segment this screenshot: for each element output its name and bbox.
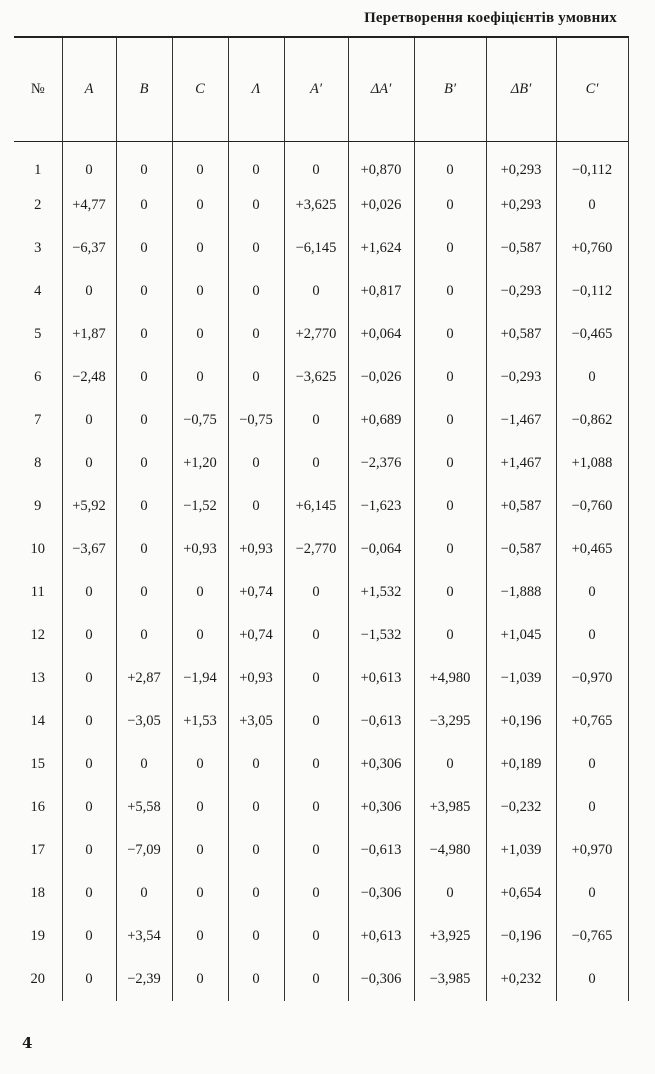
table-cell: +0,689 [348, 399, 414, 442]
table-cell: 0 [284, 270, 348, 313]
table-body [14, 141, 628, 1001]
table-cell: −0,613 [348, 700, 414, 743]
row-number-cell: 10 [30, 541, 45, 557]
table-cell: 0 [62, 786, 116, 829]
table-cell: 0 [172, 786, 228, 829]
table-cell: 0 [414, 528, 486, 571]
table-cell: 0 [172, 614, 228, 657]
table-cell: +3,54 [116, 915, 172, 958]
row-number-cell: 1 [34, 162, 42, 179]
table-cell: 0 [284, 872, 348, 915]
table-cell: +0,654 [486, 872, 556, 915]
row-number-cell: 15 [30, 756, 45, 772]
table-cell: +1,532 [348, 571, 414, 614]
table-cell: +1,20 [172, 442, 228, 485]
table-cell: +0,613 [348, 915, 414, 958]
table-cell: 0 [172, 184, 228, 227]
table-cell: −0,112 [556, 141, 628, 184]
table-cell: 0 [228, 356, 284, 399]
table-cell: 0 [62, 958, 116, 1001]
table-cell: 0 [172, 829, 228, 872]
column-header: № [30, 80, 45, 97]
table-cell: 0 [556, 356, 628, 399]
row-number-cell: 6 [34, 369, 42, 385]
table-cell: +3,925 [414, 915, 486, 958]
table-cell: 0 [284, 442, 348, 485]
table-row [14, 313, 628, 356]
table-cell: −1,888 [486, 571, 556, 614]
table-cell: 0 [228, 141, 284, 184]
table-cell: +1,039 [486, 829, 556, 872]
row-number-cell: 17 [30, 842, 45, 858]
table-row [14, 184, 628, 227]
table-cell: 0 [116, 227, 172, 270]
table-cell: 0 [556, 958, 628, 1001]
table-cell: 0 [62, 571, 116, 614]
table-cell: +0,613 [348, 657, 414, 700]
table-cell: 0 [116, 356, 172, 399]
row-number-cell: 8 [34, 455, 42, 471]
table-cell: +0,817 [348, 270, 414, 313]
column-header: A′ [284, 37, 348, 141]
table-cell: +0,306 [348, 743, 414, 786]
table-cell: 0 [414, 270, 486, 313]
table-cell: −0,026 [348, 356, 414, 399]
table-cell: +0,232 [486, 958, 556, 1001]
table-cell: 0 [414, 485, 486, 528]
table-cell: +0,587 [486, 313, 556, 356]
table-cell: 0 [284, 141, 348, 184]
table-cell: −2,376 [348, 442, 414, 485]
row-number-cell: 11 [30, 584, 45, 600]
table-cell: 0 [116, 743, 172, 786]
table-cell: +0,93 [228, 528, 284, 571]
table-row [14, 141, 628, 184]
table-cell: 0 [62, 141, 116, 184]
page-header-title: Перетворення коефіцієнтів умовних [364, 10, 617, 26]
table-cell: 0 [414, 313, 486, 356]
table-cell: 0 [62, 872, 116, 915]
table-cell: −1,52 [172, 485, 228, 528]
table-cell: +0,74 [228, 614, 284, 657]
table-row [14, 270, 628, 313]
table-row [14, 528, 628, 571]
table-cell: +0,189 [486, 743, 556, 786]
table-cell: −3,67 [62, 528, 116, 571]
row-number-cell: 5 [34, 326, 42, 342]
table-cell: 0 [172, 313, 228, 356]
table-row [14, 829, 628, 872]
table-cell: −0,970 [556, 657, 628, 700]
table-cell: 0 [62, 399, 116, 442]
table-cell: −0,232 [486, 786, 556, 829]
table-cell: 0 [556, 786, 628, 829]
table-cell: +5,92 [62, 485, 116, 528]
table-cell: −0,587 [486, 227, 556, 270]
table-cell: −1,623 [348, 485, 414, 528]
table-cell: 0 [228, 313, 284, 356]
table-cell: 0 [284, 743, 348, 786]
table-cell: +4,980 [414, 657, 486, 700]
table-cell: 0 [556, 614, 628, 657]
table-cell: 0 [62, 442, 116, 485]
table-cell: 0 [414, 872, 486, 915]
table-cell: −6,37 [62, 227, 116, 270]
table-cell: −1,532 [348, 614, 414, 657]
table-cell: 0 [228, 786, 284, 829]
table-row [14, 786, 628, 829]
table-cell: 0 [228, 485, 284, 528]
table-cell: +0,293 [486, 141, 556, 184]
table-row [14, 700, 628, 743]
table-cell: +0,306 [348, 786, 414, 829]
table-cell: +1,467 [486, 442, 556, 485]
table-cell: −0,306 [348, 958, 414, 1001]
table-row [14, 442, 628, 485]
table-cell: −3,295 [414, 700, 486, 743]
table-cell: 0 [172, 958, 228, 1001]
table-cell: 0 [228, 184, 284, 227]
table-cell: 0 [556, 743, 628, 786]
table-row [14, 743, 628, 786]
table-cell: 0 [414, 614, 486, 657]
table-cell: 0 [284, 657, 348, 700]
table-cell: 0 [414, 399, 486, 442]
table-cell: +4,77 [62, 184, 116, 227]
table-cell: 0 [116, 270, 172, 313]
table-cell: −0,75 [228, 399, 284, 442]
table-cell: −4,980 [414, 829, 486, 872]
table-cell: 0 [116, 528, 172, 571]
table-cell: 0 [284, 915, 348, 958]
table-cell: −2,48 [62, 356, 116, 399]
table-cell: 0 [414, 571, 486, 614]
table-cell: 0 [62, 657, 116, 700]
table-cell: 0 [116, 141, 172, 184]
table-cell: 0 [116, 571, 172, 614]
table-cell: −0,293 [486, 356, 556, 399]
table-cell: +3,625 [284, 184, 348, 227]
table-cell: 0 [556, 571, 628, 614]
page-number: 4 [22, 1034, 33, 1052]
table-cell: +2,87 [116, 657, 172, 700]
table-cell: −1,039 [486, 657, 556, 700]
table-cell: +0,760 [556, 227, 628, 270]
column-header: C [172, 37, 228, 141]
table-cell: −0,293 [486, 270, 556, 313]
column-header: B′ [414, 37, 486, 141]
table-cell: −0,587 [486, 528, 556, 571]
table-cell: +0,74 [228, 571, 284, 614]
table-cell: −2,39 [116, 958, 172, 1001]
table-row [14, 657, 628, 700]
row-number-cell: 19 [30, 928, 45, 944]
table-cell: −0,112 [556, 270, 628, 313]
table-row [14, 915, 628, 958]
table-cell: +1,53 [172, 700, 228, 743]
table-row [14, 485, 628, 528]
table-cell: 0 [284, 829, 348, 872]
row-number-cell: 20 [30, 971, 45, 987]
table-cell: 0 [116, 872, 172, 915]
table-row [14, 958, 628, 1001]
table-cell: 0 [414, 356, 486, 399]
row-number-cell: 7 [34, 412, 42, 428]
table-cell: 0 [62, 915, 116, 958]
row-number-cell: 4 [34, 283, 42, 299]
table-cell: 0 [414, 227, 486, 270]
table-cell: +1,045 [486, 614, 556, 657]
table-cell: 0 [284, 571, 348, 614]
table-cell: 0 [414, 184, 486, 227]
table-cell: −0,765 [556, 915, 628, 958]
row-number-cell: 13 [30, 670, 45, 686]
table-cell: +0,026 [348, 184, 414, 227]
table-cell: −0,862 [556, 399, 628, 442]
table-row [14, 399, 628, 442]
table-cell: −7,09 [116, 829, 172, 872]
table-cell: 0 [556, 872, 628, 915]
table-cell: +0,587 [486, 485, 556, 528]
table-cell: 0 [116, 614, 172, 657]
column-header: B [116, 37, 172, 141]
table-cell: +6,145 [284, 485, 348, 528]
table-cell: 0 [172, 743, 228, 786]
table-cell: +0,765 [556, 700, 628, 743]
table-cell: 0 [116, 313, 172, 356]
table-cell: +0,196 [486, 700, 556, 743]
row-number-cell: 2 [34, 197, 42, 213]
table-cell: 0 [62, 270, 116, 313]
column-header: ΔA′ [348, 37, 414, 141]
table-cell: +1,87 [62, 313, 116, 356]
table-cell: 0 [284, 614, 348, 657]
table-row [14, 614, 628, 657]
table-row [14, 227, 628, 270]
table-cell: +0,064 [348, 313, 414, 356]
table-cell: +0,465 [556, 528, 628, 571]
table-cell: 0 [172, 141, 228, 184]
table-cell: 0 [228, 958, 284, 1001]
table-cell: +0,870 [348, 141, 414, 184]
column-header: C′ [556, 37, 628, 141]
table-cell: 0 [284, 399, 348, 442]
table-row [14, 872, 628, 915]
table-cell: 0 [62, 614, 116, 657]
table-cell: 0 [284, 958, 348, 1001]
table-cell: −3,985 [414, 958, 486, 1001]
table-cell: 0 [172, 872, 228, 915]
row-number-cell: 18 [30, 885, 45, 901]
coefficients-table [14, 36, 629, 1001]
table-cell: 0 [414, 141, 486, 184]
table-cell: 0 [172, 270, 228, 313]
row-number-cell: 14 [30, 713, 45, 729]
table-row [14, 571, 628, 614]
table-row [14, 356, 628, 399]
table-cell: 0 [116, 485, 172, 528]
table-cell: +3,05 [228, 700, 284, 743]
table-cell: 0 [556, 184, 628, 227]
table-cell: 0 [172, 227, 228, 270]
table-cell: −1,467 [486, 399, 556, 442]
table-cell: −1,94 [172, 657, 228, 700]
table-cell: 0 [228, 227, 284, 270]
table-cell: 0 [284, 700, 348, 743]
table-cell: +0,970 [556, 829, 628, 872]
table-cell: 0 [172, 571, 228, 614]
row-number-cell: 16 [30, 799, 45, 815]
table-cell: −0,465 [556, 313, 628, 356]
table-cell: −0,306 [348, 872, 414, 915]
column-header: Λ [228, 37, 284, 141]
column-header: ΔB′ [486, 37, 556, 141]
table-cell: 0 [228, 872, 284, 915]
table-cell: 0 [228, 270, 284, 313]
table-cell: 0 [62, 829, 116, 872]
table-cell: 0 [228, 743, 284, 786]
table-cell: −0,760 [556, 485, 628, 528]
table-cell: −3,05 [116, 700, 172, 743]
table-cell: 0 [172, 356, 228, 399]
table-cell: +0,93 [172, 528, 228, 571]
table-cell: −0,75 [172, 399, 228, 442]
table-cell: +0,293 [486, 184, 556, 227]
table-cell: 0 [228, 442, 284, 485]
table-cell: +1,624 [348, 227, 414, 270]
table-cell: 0 [116, 399, 172, 442]
table-cell: +3,985 [414, 786, 486, 829]
table-cell: +5,58 [116, 786, 172, 829]
table-cell: 0 [414, 743, 486, 786]
table-cell: 0 [62, 700, 116, 743]
table-header-row [14, 37, 628, 141]
table-cell: −3,625 [284, 356, 348, 399]
table-cell: 0 [116, 184, 172, 227]
table-cell: 0 [228, 915, 284, 958]
row-number-cell: 12 [30, 627, 45, 643]
table-cell: 0 [62, 743, 116, 786]
table-cell: −0,613 [348, 829, 414, 872]
table-cell: 0 [228, 829, 284, 872]
table-cell: +0,93 [228, 657, 284, 700]
table-cell: 0 [284, 786, 348, 829]
table-cell: −0,196 [486, 915, 556, 958]
table-cell: +2,770 [284, 313, 348, 356]
table-cell: 0 [414, 442, 486, 485]
row-number-cell: 3 [34, 240, 42, 256]
column-header: A [62, 37, 116, 141]
table-cell: 0 [116, 442, 172, 485]
table-cell: −2,770 [284, 528, 348, 571]
table-cell: −6,145 [284, 227, 348, 270]
table-cell: −0,064 [348, 528, 414, 571]
table-cell: 0 [172, 915, 228, 958]
table-cell: +1,088 [556, 442, 628, 485]
row-number-cell: 9 [34, 498, 42, 514]
